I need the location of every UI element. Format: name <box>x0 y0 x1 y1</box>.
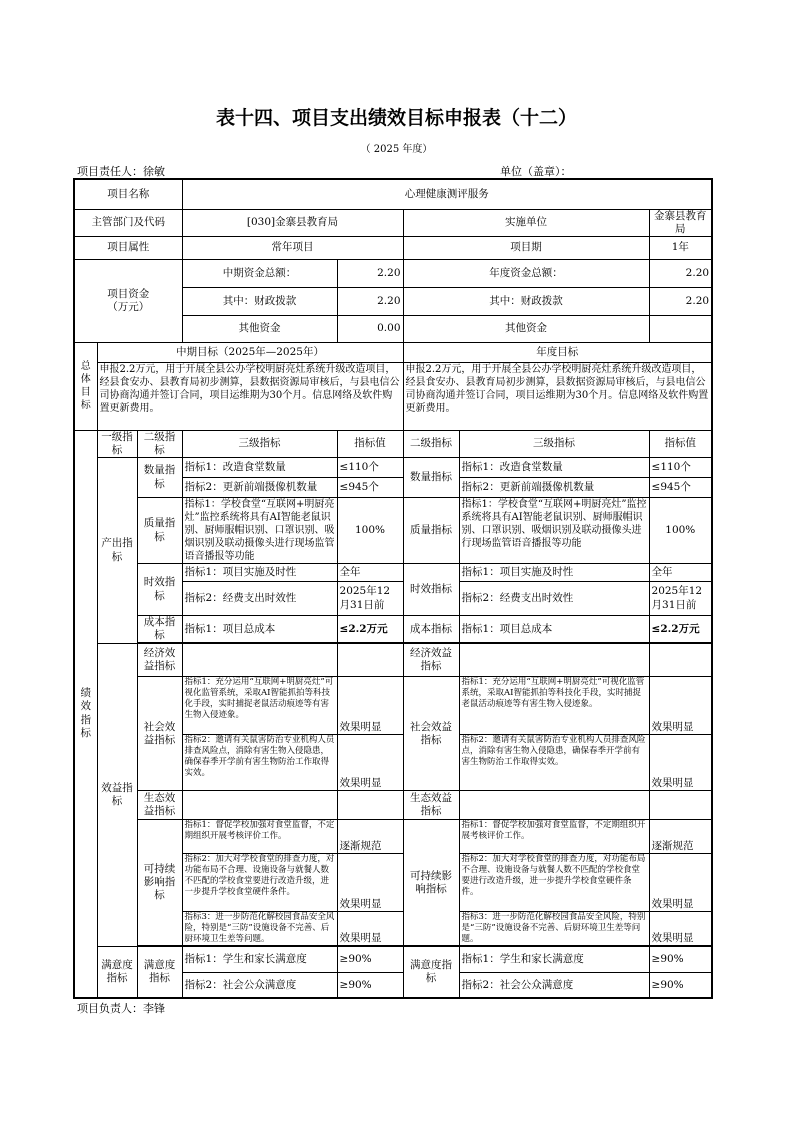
ecological-text <box>182 791 337 820</box>
year-other-label: 其他资金 <box>403 315 649 342</box>
ecological-value-year <box>649 791 712 820</box>
su3-value: 效果明显 <box>337 912 403 946</box>
economic-text <box>182 644 337 677</box>
economic-value-year <box>649 644 712 677</box>
qual1-text: 指标1：学校食堂“互联网+明厨亮灶”监控系统将具有AI智能老鼠识别、厨师服帽识别、口罩识别、吸烟识别及联动摄像头进行现场监管语音播报等功能 <box>182 498 337 564</box>
mid-fiscal-label: 其中：财政拨款 <box>182 287 337 315</box>
ecological-label-year: 生态效益指标 <box>403 791 459 820</box>
q1-text: 指标1：改造食堂数量 <box>182 458 337 478</box>
su2-text: 指标2：加大对学校食堂的排查力度，对功能布局不合理、设施设备与就餐人数不匹配的学校食堂要进行改造升级，进一步提升学校食堂硬件条件。 <box>182 854 337 912</box>
su3-text: 指标3：进一步防范化解校园食品安全风险，特别是“三防”设施设备不完善、后厨环境卫生差等问题。 <box>182 912 337 946</box>
ecological-value <box>337 791 403 820</box>
dept-value: [030]金寨县教育局 <box>182 209 403 236</box>
timeliness-label: 时效指标 <box>137 564 182 616</box>
qual1-value-year: 100% <box>649 498 712 564</box>
su1-text-year: 指标1：督促学校加强对食堂监督，不定期组织开展考核评价工作。 <box>459 820 649 854</box>
mid-other-label: 其他资金 <box>182 315 337 342</box>
su3-text-year: 指标3：进一步防范化解校园食品安全风险，特别是“三防”设施设备不完善、后厨环境卫生差等问题。 <box>459 912 649 946</box>
qual1-value: 100% <box>337 498 403 564</box>
c1-text: 指标1：项目总成本 <box>182 616 337 643</box>
project-name-label: 项目名称 <box>74 179 182 209</box>
impl-unit-label: 实施单位 <box>403 209 649 236</box>
attr-value: 常年项目 <box>182 236 403 259</box>
su1-text: 指标1：督促学校加强对食堂监督，不定期组织开展考核评价工作。 <box>182 820 337 854</box>
t1-value-year: 全年 <box>649 564 712 582</box>
economic-label-year: 经济效益指标 <box>403 644 459 677</box>
period-value: 1年 <box>649 236 712 259</box>
s1-value-year: 效果明显 <box>649 677 712 735</box>
satisfaction2-label-year: 满意度指标 <box>403 947 459 998</box>
qual1-text-year: 指标1：学校食堂“互联网+明厨亮灶”监控系统将具有AI智能老鼠识别、厨师服帽识别、口罩识别、吸烟识别及联动摄像头进行现场监管语音播报等功能 <box>459 498 649 564</box>
t1-text-year: 指标1：项目实施及时性 <box>459 564 649 582</box>
lvl1-header: 一级指标 <box>97 430 137 457</box>
q1-text-year: 指标1：改造食堂数量 <box>459 458 649 478</box>
mid-goal-text: 申报2.2万元，用于开展全县公办学校明厨亮灶系统升级改造项目，经县食安办、县教育局初步测算，县数据资源局审核后，与县电信公司协商沟通并签订合同，项目运维期为30个月。信息网络及软件购置更新费用。 <box>97 362 403 430</box>
s1-text: 指标1：充分运用“互联网+明厨亮灶”可视化监管系统，采取AI智能抓拍等科技化手段，实时捕捉老鼠活动痕迹等有害生物入侵迹象。 <box>182 677 337 735</box>
year-label: （ 2025 年度） <box>360 144 433 155</box>
year-total-label: 年度资金总额： <box>403 259 649 287</box>
c1-value: ≤2.2万元 <box>337 616 403 643</box>
m1-value-year: ≥90% <box>649 947 712 973</box>
su2-value: 效果明显 <box>337 854 403 912</box>
cost-label: 成本指标 <box>137 616 182 643</box>
su2-text-year: 指标2：加大对学校食堂的排查力度，对功能布局不合理、设施设备与就餐人数不匹配的学校食堂要进行改造升级，进一步提升学校食堂硬件条件。 <box>459 854 649 912</box>
t1-value: 全年 <box>337 564 403 582</box>
q2-value: ≤945个 <box>337 478 403 498</box>
social-label-year: 社会效益指标 <box>403 677 459 791</box>
mid-fiscal-value: 2.20 <box>337 287 403 315</box>
year-goal-header: 年度目标 <box>403 342 712 362</box>
lvl3-header-year: 三级指标 <box>459 430 649 457</box>
s2-value: 效果明显 <box>337 735 403 791</box>
t2-value-year: 2025年12月31日前 <box>649 582 712 616</box>
su3-value-year: 效果明显 <box>649 912 712 946</box>
sustainable-label-year: 可持续影响指标 <box>403 820 459 946</box>
t1-text: 指标1：项目实施及时性 <box>182 564 337 582</box>
ecological-text-year <box>459 791 649 820</box>
dept-label: 主管部门及代码 <box>74 209 182 236</box>
m1-text-year: 指标1：学生和家长满意度 <box>459 947 649 973</box>
attr-label: 项目属性 <box>74 236 182 259</box>
year-fiscal-label: 其中：财政拨款 <box>403 287 649 315</box>
q1-value: ≤110个 <box>337 458 403 478</box>
satisfaction2-label: 满意度指标 <box>137 947 182 998</box>
economic-text-year <box>459 644 649 677</box>
responsible-person: 项目责任人：徐敏 <box>77 165 165 178</box>
q2-text: 指标2：更新前端摄像机数量 <box>182 478 337 498</box>
performance-table <box>73 178 713 999</box>
q1-value-year: ≤110个 <box>649 458 712 478</box>
su1-value-year: 逐渐规范 <box>649 820 712 854</box>
benefit-label: 效益指标 <box>97 644 137 947</box>
project-name-value: 心理健康测评服务 <box>182 179 712 209</box>
mid-total-value: 2.20 <box>337 259 403 287</box>
satisfaction-label: 满意度指标 <box>97 947 137 998</box>
s1-text-year: 指标1：充分运用“互联网+明厨亮灶”可视化监管系统，采取AI智能抓拍等科技化手段，实时捕捉老鼠活动痕迹等有害生物入侵迹象。 <box>459 677 649 735</box>
m1-text: 指标1：学生和家长满意度 <box>182 947 337 973</box>
m2-text: 指标2：社会公众满意度 <box>182 973 337 998</box>
impl-unit-value: 金寨县教育局 <box>649 209 712 236</box>
year-total-value: 2.20 <box>649 259 712 287</box>
social-label: 社会效益指标 <box>137 677 182 791</box>
mid-other-value: 0.00 <box>337 315 403 342</box>
mid-total-label: 中期资金总额： <box>182 259 337 287</box>
cost-label-year: 成本指标 <box>403 616 459 643</box>
m2-value: ≥90% <box>337 973 403 998</box>
s2-text-year: 指标2：邀请有关鼠害防治专业机构人员排查风险点，消除有害生物入侵隐患，确保春季开学前有害生物防治工作取得实效。 <box>459 735 649 791</box>
lvl2-header: 二级指标 <box>137 430 182 457</box>
quality-label: 质量指标 <box>137 498 182 564</box>
s2-value-year: 效果明显 <box>649 735 712 791</box>
t2-value: 2025年12月31日前 <box>337 582 403 616</box>
timeliness-label-year: 时效指标 <box>403 564 459 616</box>
m2-value-year: ≥90% <box>649 973 712 998</box>
c1-text-year: 指标1：项目总成本 <box>459 616 649 643</box>
q2-value-year: ≤945个 <box>649 478 712 498</box>
sustainable-label: 可持续影响指标 <box>137 820 182 946</box>
page-title: 表十四、项目支出绩效目标申报表（十二） <box>215 107 577 129</box>
economic-value <box>337 644 403 677</box>
quality-label-year: 质量指标 <box>403 498 459 564</box>
value-header-year: 指标值 <box>649 430 712 457</box>
output-label: 产出指标 <box>97 458 137 644</box>
value-header: 指标值 <box>337 430 403 457</box>
year-other-value <box>649 315 712 342</box>
su2-value-year: 效果明显 <box>649 854 712 912</box>
lvl2-header-year: 二级指标 <box>403 430 459 457</box>
year-goal-text: 申报2.2万元，用于开展全县公办学校明厨亮灶系统升级改造项目，经县食安办、县教育局初步测算，县数据资源局审核后，与县电信公司协商沟通并签订合同，项目运维期为30个月。信息网络及软件购置更新费用。 <box>403 362 712 430</box>
t2-text-year: 指标2：经费支出时效性 <box>459 582 649 616</box>
su1-value: 逐渐规范 <box>337 820 403 854</box>
period-label: 项目期 <box>403 236 649 259</box>
lvl3-header: 三级指标 <box>182 430 337 457</box>
m1-value: ≥90% <box>337 947 403 973</box>
quantity-label-year: 数量指标 <box>403 458 459 498</box>
unit-seal: 单位（盖章）： <box>500 165 572 178</box>
mid-goal-header: 中期目标（2025年—2025年） <box>97 342 403 362</box>
t2-text: 指标2：经费支出时效性 <box>182 582 337 616</box>
q2-text-year: 指标2：更新前端摄像机数量 <box>459 478 649 498</box>
ecological-label: 生态效益指标 <box>137 791 182 820</box>
s1-value: 效果明显 <box>337 677 403 735</box>
s2-text: 指标2：邀请有关鼠害防治专业机构人员排查风险点，消除有害生物入侵隐患，确保春季开学前有害生物防治工作取得实效。 <box>182 735 337 791</box>
perf-label: 绩效指标 <box>74 430 97 998</box>
quantity-label: 数量指标 <box>137 458 182 498</box>
year-fiscal-value: 2.20 <box>649 287 712 315</box>
c1-value-year: ≤2.2万元 <box>649 616 712 643</box>
project-leader: 项目负责人：李锋 <box>77 1002 165 1015</box>
overall-goal-label: 总体目标 <box>74 342 97 430</box>
m2-text-year: 指标2：社会公众满意度 <box>459 973 649 998</box>
funds-label: 项目资金 （万元） <box>74 259 182 342</box>
economic-label: 经济效益指标 <box>137 644 182 677</box>
